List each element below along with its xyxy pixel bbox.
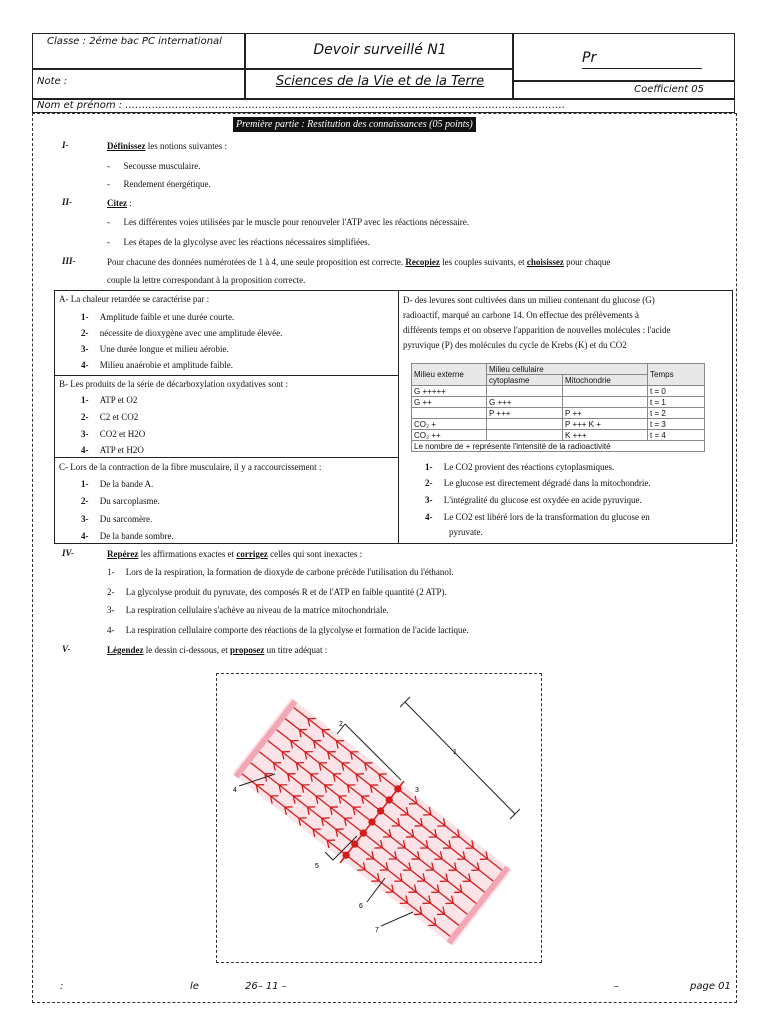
a-head: A- La chaleur retardée se caractérise par : (59, 294, 210, 304)
table-row (412, 408, 705, 419)
q4-mid: les affirmations exactes et (138, 549, 237, 559)
q3-number: III- (62, 256, 76, 266)
q1-item-1-text: Secousse musculaire. (123, 161, 201, 171)
footer-colon: : (60, 981, 64, 992)
q3-verb-2: choisissez (526, 257, 564, 267)
table-footnote: Le nombre de + représente l'intensité de la radioactivité (412, 441, 705, 452)
table-cell: t = 0 (648, 386, 705, 397)
b-item-1-num: 1- (81, 395, 89, 405)
a-item-4 (81, 359, 233, 371)
q2-number: II- (62, 197, 73, 207)
q5-verb-1: Légendez (107, 645, 144, 655)
q4-item-3-text: La respiration cellulaire s'achève au niveau de la matrice mitochondriale. (125, 605, 389, 615)
name-label: Nom et prénom : …………………………………………………………………………………………………………………… (37, 100, 566, 111)
table-cell (412, 408, 487, 419)
q5-rest: un titre adéquat : (264, 645, 328, 655)
footer-date: 26– 11 – (245, 981, 287, 992)
c-item-3-text: Du sarcomère. (99, 514, 153, 524)
table-cell: t = 4 (648, 430, 705, 441)
d-item-4 (425, 511, 650, 523)
table-cell (563, 386, 648, 397)
b-item-3 (81, 428, 145, 440)
a-item-1-text: Amplitude faible et une durée courte. (99, 312, 235, 322)
b-item-1 (81, 394, 137, 406)
q3-line-2: couple la lettre correspondant à la proposition correcte. (107, 275, 306, 285)
table-cell: P +++ K + (563, 419, 648, 430)
q2-item-1-text: Les différentes voies utilisées par le muscle pour renouveler l'ATP avec les réactions nécessaire. (123, 217, 469, 227)
b-item-3-text: CO2 et H2O (99, 429, 146, 439)
d-item-2 (425, 477, 651, 489)
d-item-4-num: 4- (425, 512, 433, 522)
q3-line-1 (107, 256, 610, 268)
q4-verb-2: corrigez (236, 549, 268, 559)
fig-label-7: 7 (375, 927, 379, 934)
q4-item-2 (107, 586, 447, 598)
d-item-1 (425, 461, 614, 473)
box-a (54, 290, 399, 376)
fig-label-1: 1 (453, 749, 457, 756)
subject-cell (245, 69, 513, 99)
d-line-2: radioactif, marqué au carbone 14. On effectue des prélèvements à (403, 310, 639, 320)
c-head: C- Lors de la contraction de la fibre musculaire, il y a raccourcissement : (59, 462, 322, 472)
c-item-4 (81, 530, 174, 542)
table-cell: G +++ (487, 397, 563, 408)
muscle-fiber-drawing (217, 674, 543, 964)
fig-label-5: 5 (315, 863, 319, 870)
note-label: Note : (37, 76, 68, 87)
q4-item-3-num: 3- (107, 605, 115, 615)
q4-item-3 (107, 604, 389, 616)
table-cell: K +++ (563, 430, 648, 441)
q5-mid: le dessin ci-dessous, et (143, 645, 230, 655)
radioactivity-table (411, 363, 705, 452)
b-item-4 (81, 444, 144, 456)
leader-7 (381, 912, 413, 926)
part-title: Première partie : Restitution des connaissances (05 points) (233, 117, 476, 132)
table-cell: G +++++ (412, 386, 487, 397)
q5-number: V- (62, 644, 71, 654)
a-item-2-num: 2- (81, 328, 89, 338)
table-row (412, 419, 705, 430)
th-cytoplasm: cytoplasme (487, 375, 563, 386)
q1-item-1: - Secousse musculaire. (107, 161, 201, 171)
d-line-1: D- des levures sont cultivées dans un milieu contenant du glucose (G) (403, 295, 655, 305)
q4-item-4-text: La respiration cellulaire comporte des réactions de la glycolyse et formation de l'acide lactique. (125, 625, 469, 635)
q3-text-c: pour chaque (563, 257, 611, 267)
table-cell: P ++ (563, 408, 648, 419)
footer-dash: – (614, 981, 619, 992)
c-item-4-text: De la bande sombre. (99, 531, 174, 541)
q5-instruction (107, 644, 327, 656)
a-item-3-text: Une durée longue et milieu aérobie. (99, 344, 229, 354)
b-item-2-text: C2 et CO2 (99, 412, 139, 422)
c-item-4-num: 4- (81, 531, 89, 541)
subject-text: Sciences de la Vie et de la Terre (275, 74, 485, 89)
title-cell (245, 33, 513, 69)
figure-frame (216, 673, 542, 963)
th-time: Temps (648, 364, 705, 386)
d-item-1-num: 1- (425, 462, 433, 472)
q1-instruction (107, 140, 227, 152)
b-item-1-text: ATP et O2 (99, 395, 138, 405)
q2-item-1: - Les différentes voies utilisées par le muscle pour renouveler l'ATP avec les réactions nécessaire. (107, 217, 469, 227)
box-b (54, 375, 399, 458)
fig-label-2: 2 (339, 721, 343, 728)
q4-item-1-text: Lors de la respiration, la formation de dioxyde de carbone précède l'utilisation du l'éthanol. (125, 567, 454, 577)
q4-rest: celles qui sont inexactes : (267, 549, 363, 559)
q4-item-1 (107, 566, 454, 578)
q2-instruction (107, 197, 132, 209)
fig-label-4: 4 (233, 787, 237, 794)
table-cell (487, 386, 563, 397)
class-text: Classe : 2éme bac PC international (47, 36, 222, 47)
a-item-4-text: Milieu anaérobie et amplitude faible. (99, 360, 233, 370)
q4-item-4-num: 4- (107, 625, 115, 635)
q3-text-b: les couples suivants, et (439, 257, 527, 267)
table-cell: CO₂ + (412, 419, 487, 430)
d-item-2-num: 2- (425, 478, 433, 488)
q4-number: IV- (62, 548, 75, 558)
coef-cell (513, 81, 735, 99)
q4-verb-1: Repérez (107, 549, 139, 559)
box-d (398, 290, 733, 544)
prof-cell (513, 33, 735, 81)
d-item-3-num: 3- (425, 495, 433, 505)
a-item-3 (81, 343, 229, 355)
c-item-1 (81, 478, 153, 490)
c-item-2-num: 2- (81, 496, 89, 506)
d-item-3 (425, 494, 642, 506)
footer-le: le (190, 981, 199, 992)
b-item-2 (81, 411, 138, 423)
b-item-4-text: ATP et H2O (99, 445, 144, 455)
q4-item-2-text: La glycolyse produit du pyruvate, des composés R et de l'ATP en faible quantité (2 ATP). (125, 587, 447, 597)
b-item-3-num: 3- (81, 429, 89, 439)
th-cellular: Milieu cellulaire (487, 364, 648, 375)
c-item-1-num: 1- (81, 479, 89, 489)
table-cell: t = 3 (648, 419, 705, 430)
footer-page: page 01 (690, 981, 731, 992)
table-cell: P +++ (487, 408, 563, 419)
header (32, 33, 735, 113)
c-item-3-num: 3- (81, 514, 89, 524)
fig-label-3: 3 (415, 787, 419, 794)
a-item-4-num: 4- (81, 360, 89, 370)
c-item-3 (81, 513, 152, 525)
d-line-3: différents temps et on observe l'apparition de nouvelles molécules : l'acide (403, 325, 671, 335)
exam-title: Devoir surveillé N1 (313, 42, 447, 58)
table-cell: G ++ (412, 397, 487, 408)
table-cell (487, 419, 563, 430)
table-cell: CO₂ ++ (412, 430, 487, 441)
q5-verb-2: proposez (229, 645, 265, 655)
c-item-2 (81, 495, 160, 507)
q2-item-2-text: Les étapes de la glycolyse avec les réactions nécessaires simplifiées. (123, 237, 370, 247)
table-cell: t = 2 (648, 408, 705, 419)
bracket-1 (405, 702, 515, 814)
q2-rest: : (127, 198, 132, 208)
table-footer-row (412, 441, 705, 452)
table-cell (487, 430, 563, 441)
box-c (54, 457, 399, 544)
q1-rest: les notions suivantes : (145, 141, 227, 151)
th-mitochondria: Mitochondrie (563, 375, 648, 386)
q3-verb-1: Recopiez (405, 257, 440, 267)
d-item-4-cont: pyruvate. (449, 527, 483, 537)
class-cell (32, 33, 245, 69)
b-item-2-num: 2- (81, 412, 89, 422)
d-item-3-text: L'intégralité du glucose est oxydée en acide pyruvique. (443, 495, 642, 505)
d-line-4: pyruvique (P) des molécules du cycle de Krebs (K) et du CO2 (403, 340, 627, 350)
table-row (412, 386, 705, 397)
th-external: Milieu externe (412, 364, 487, 386)
a-item-1-num: 1- (81, 312, 89, 322)
note-cell (32, 69, 245, 99)
d-item-1-text: Le CO2 provient des réactions cytoplasmiques. (443, 462, 615, 472)
q4-item-4 (107, 624, 469, 636)
q2-verb: Citez (107, 198, 127, 208)
prof-text: Pr (582, 50, 597, 66)
d-item-4-text: Le CO2 est libéré lors de la transformation du glucose en (443, 512, 650, 522)
table-cell: t = 1 (648, 397, 705, 408)
q4-item-2-num: 2- (107, 587, 115, 597)
table-header-row (412, 364, 705, 375)
name-cell (32, 99, 735, 113)
b-head: B- Les produits de la série de décarboxylation oxydatives sont : (59, 379, 288, 389)
c-item-1-text: De la bande A. (99, 479, 154, 489)
q1-item-2: - Rendement énergétique. (107, 179, 211, 189)
prof-underline (582, 68, 702, 69)
a-item-3-num: 3- (81, 344, 89, 354)
fig-label-6: 6 (359, 903, 363, 910)
q2-item-2: - Les étapes de la glycolyse avec les réactions nécessaires simplifiées. (107, 237, 370, 247)
q4-instruction (107, 548, 362, 560)
a-item-2 (81, 327, 282, 339)
q4-item-1-num: 1- (107, 567, 115, 577)
myofibril-group (230, 695, 515, 949)
coef-text: Coefficient 05 (634, 84, 704, 95)
q1-number: I- (62, 140, 69, 150)
c-item-2-text: Du sarcoplasme. (99, 496, 160, 506)
q1-verb: Définissez (107, 141, 146, 151)
q3-text-a: Pour chacune des données numérotées de 1 à 4, une seule proposition est correcte. (107, 257, 406, 267)
table-cell (563, 397, 648, 408)
table-row (412, 430, 705, 441)
a-item-2-text: nécessite de dioxygène avec une amplitude élevée. (99, 328, 283, 338)
a-item-1 (81, 311, 234, 323)
b-item-4-num: 4- (81, 445, 89, 455)
table-row (412, 397, 705, 408)
d-item-2-text: Le glucose est directement dégradé dans la mitochondrie. (443, 478, 651, 488)
q1-item-2-text: Rendement énergétique. (123, 179, 211, 189)
